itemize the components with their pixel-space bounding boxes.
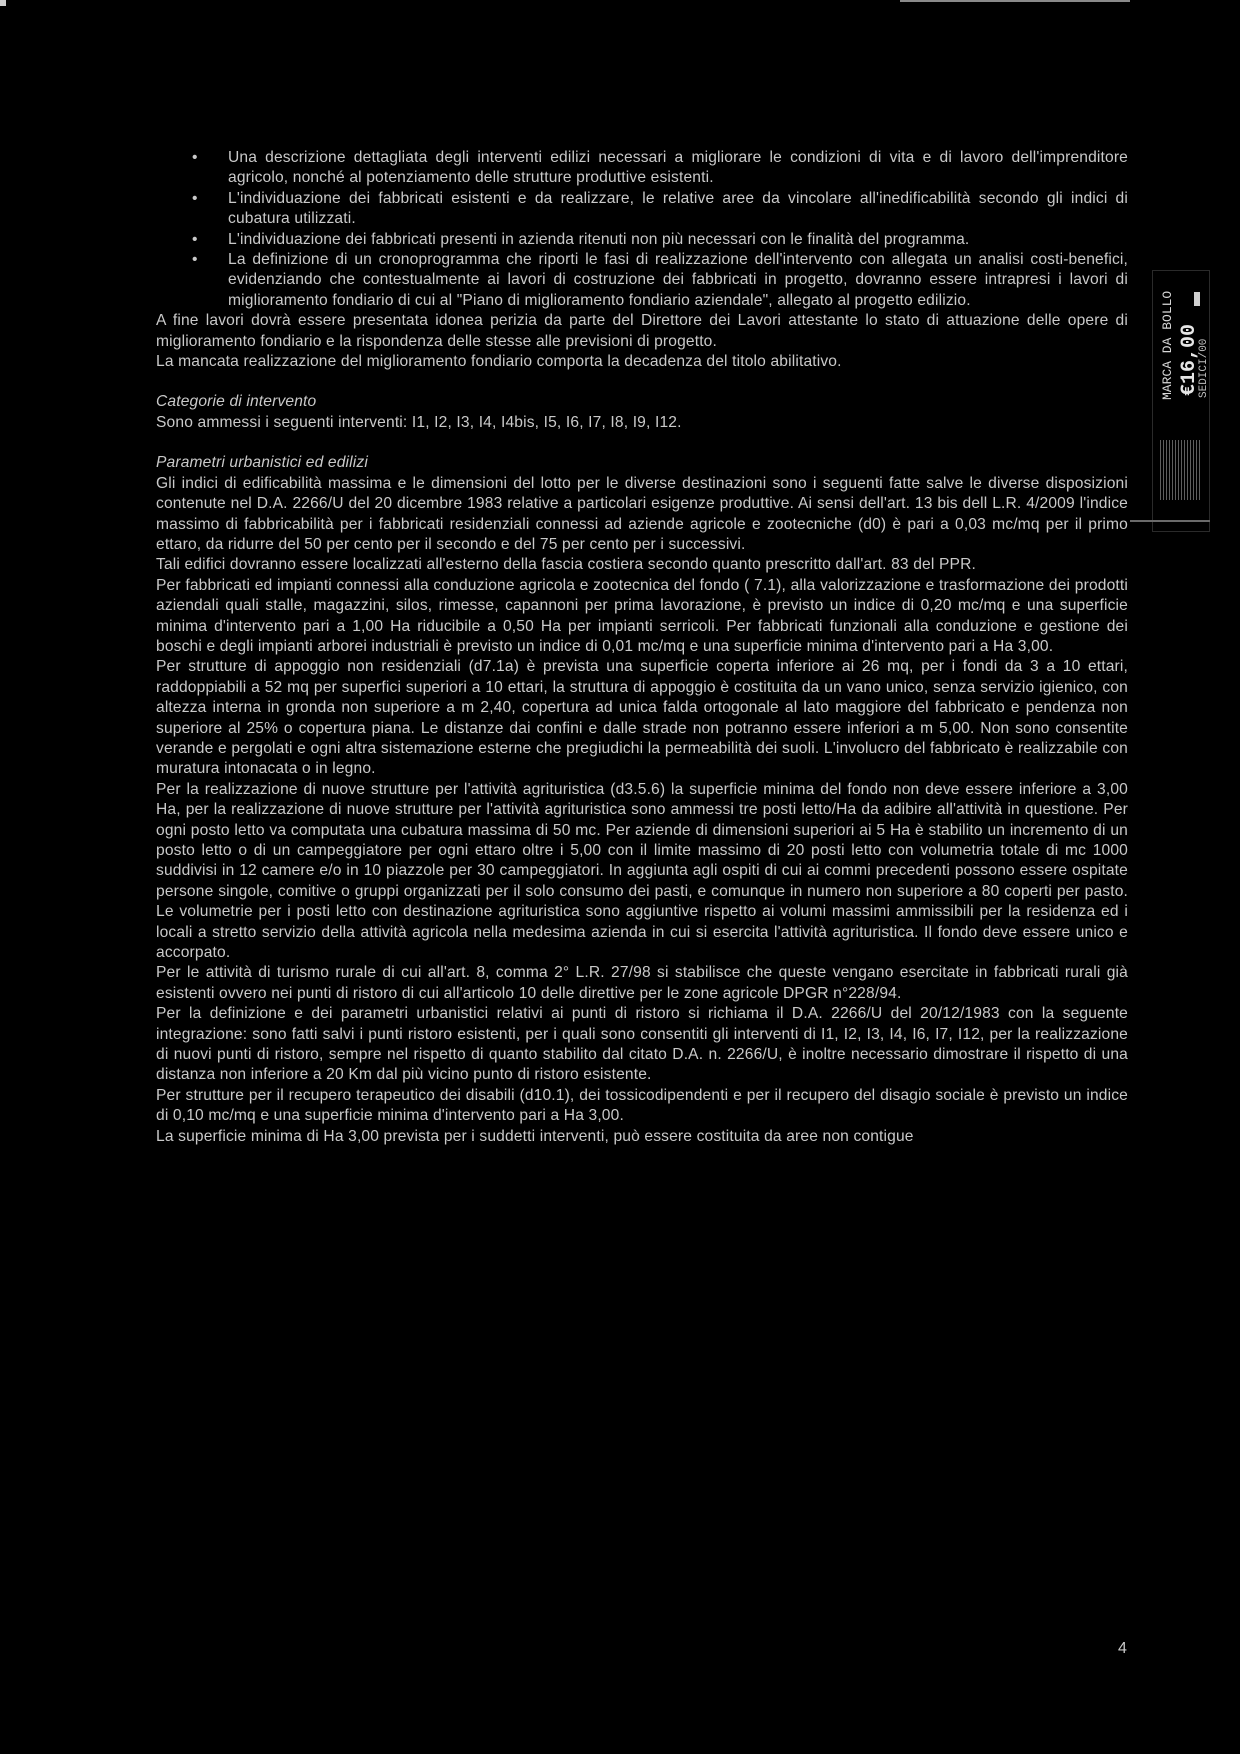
list-item: • L'individuazione dei fabbricati presenti in azienda ritenuti non più necessari con le finalità del programma. (156, 230, 1128, 250)
stamp-mark (1194, 292, 1200, 306)
list-item: • Una descrizione dettagliata degli interventi edilizi necessari a migliorare le condizioni di vita e di lavoro dell'imprenditore agricolo, nonché al potenziamento delle strutture produttive esistenti. (192, 149, 1128, 187)
stamp-code: SEDICI/00 (1198, 338, 1210, 398)
stamp-barcode (1160, 440, 1200, 500)
paragraph-parametri: La superficie minima di Ha 3,00 prevista per i suddetti interventi, può essere costituita da aree non contigue (156, 1127, 914, 1145)
bullet-icon: • (192, 189, 198, 207)
requirements-list (156, 148, 1128, 311)
heading-categorie: Categorie di intervento (156, 393, 317, 411)
scan-artifact (0, 0, 6, 6)
paragraph-decadenza: La mancata realizzazione del miglioramento fondiario comporta la decadenza del titolo abilitativo. (156, 353, 842, 371)
paragraph-categorie: Sono ammessi i seguenti interventi: I1, I2, I3, I4, I4bis, I5, I6, I7, I8, I9, I12. (156, 413, 682, 431)
document-body (156, 148, 1128, 1147)
list-item: • La definizione di un cronoprogramma che riporti le fasi di realizzazione dell'intervento con allegata un analisi costi-benefici, evidenziando che contestualmente ai lavori di costruzione dei fabbricati in progetto, dovranno essere intrapresi i lavori di miglioramento fondiario di cui al "Piano di miglioramento fondiario aziendale", allegato al progetto edilizio. (192, 251, 1128, 309)
paragraph-parametri: Per strutture di appoggio non residenziali (d7.1a) è prevista una superficie coperta inferiore ai 26 mq, per i fondi da 3 a 10 ettari, raddoppiabili a 52 mq per superfici superiori a 10 ettari, la struttura di appoggio è costituita da un vano unico, senza servizio igienico, con altezza interna in gronda non superiore a m 2,40, copertura ad unica falda ortogonale al lato maggiore del fabbricato e pendenza non superiore al 25% o copertura piana. Le distanze dai confini e dalle strade non potranno essere inferiori a m 5,00. Non sono consentite verande e pergolati e ogni altra sistemazione esterne che pregiudichi la permeabilità dei suoli. L'involucro del fabbricato è realizzabile con muratura intonacata o in legno. (156, 658, 1128, 778)
stamp-divider (1130, 520, 1210, 522)
scan-artifact-line (900, 0, 1130, 2)
page-number: 4 (1118, 1640, 1127, 1657)
stamp-value: €16,00 (1178, 323, 1201, 396)
paragraph-fine-lavori: A fine lavori dovrà essere presentata idonea perizia da parte del Direttore dei Lavori attestante lo stato di attuazione delle opere di miglioramento fondiario e la rispondenza delle stesse alle previsioni di progetto. (156, 312, 1128, 350)
paragraph-parametri: Per la definizione e dei parametri urbanistici relativi ai punti di ristoro si richiama il D.A. 2266/U del 20/12/1983 con la seguente integrazione: sono fatti salvi i punti ristoro esistenti, per i quali sono consentiti gli interventi di I1, I2, I3, I4, I6, I7, I12, per la realizzazione di nuovi punti di ristoro, sempre nel rispetto di quanto stabilito dal citato D.A. n. 2266/U, è inoltre necessario dimostrare il rispetto di una distanza non inferiore a 20 Km dal più vicino punto di ristoro esistente. (156, 1005, 1128, 1084)
paragraph-parametri: Tali edifici dovranno essere localizzati all'esterno della fascia costiera secondo quanto prescritto dall'art. 83 del PPR. (156, 556, 976, 574)
paragraph-parametri: Per le attività di turismo rurale di cui all'art. 8, comma 2° L.R. 27/98 si stabilisce che queste vengano esercitate in fabbricati rurali già esistenti ovvero nei punti di ristoro di cui all'articolo 10 delle direttive per le zone agricole DPGR n°228/94. (156, 964, 1128, 1002)
bullet-icon: • (192, 149, 198, 166)
paragraph-parametri: Gli indici di edificabilità massima e le dimensioni del lotto per le diverse destinazioni sono i seguenti fatte salve le diverse disposizioni contenute nel D.A. 2266/U del 20 dicembre 1983 relative a particolari esigenze produttive. Ai sensi dell'art. 13 bis dell L.R. 4/2009 l'indice massimo di fabbricabilità per i fabbricati residenziali connessi ad aziende agricole e zootecniche (d0) è pari a 0,03 mc/mq per il primo ettaro, da ridurre del 50 per cento per il secondo e del 75 per cento per i successivi. (156, 474, 1128, 553)
bullet-icon: • (192, 251, 198, 269)
paragraph-parametri: Per fabbricati ed impianti connessi alla conduzione agricola e zootecnica del fondo ( 7.1), alla valorizzazione e trasformazione dei prodotti aziendali quali stalle, magazzini, silos, rimesse, capannoni per prima lavorazione, è previsto un indice di 0,20 mc/mq e una superficie minima d'intervento pari a 1,00 Ha riducibile a 0,50 Ha per impianti serricoli. Per fabbricati funzionali alla conduzione e gestione dei boschi e degli impianti arborei industriali è previsto un indice di 0,01 mc/mq e una superficie minima d'intervento pari a Ha 3,00. (156, 576, 1128, 655)
bullet-icon: • (192, 230, 198, 248)
paragraph-parametri: Per la realizzazione di nuove strutture per l'attività agrituristica (d3.5.6) la superficie minima del fondo non deve essere inferiore a 3,00 Ha, per la realizzazione di nuove strutture per l'attività agrituristica sono ammessi tre posti letto/Ha da adibire all'attività in questione. Per ogni posto letto va computata una cubatura massima di 50 mc. Per aziende di dimensioni superiori ai 5 Ha è stabilito un incremento di un posto letto o di un campeggiatore per ogni ettaro oltre i 5,00 con il limite massimo di 20 posti letto con volumetria totale di mc 1000 suddivisi in 12 camere e/o in 10 piazzole per 30 campeggiatori. In aggiunta agli ospiti di cui ai commi precedenti possono essere ospitate persone singole, comitive o gruppi organizzati per il solo consumo dei pasti, e comunque in numero non superiore a 80 coperti per pasto. Le volumetrie per i posti letto con destinazione agrituristica sono aggiuntive rispetto ai volumi massimi ammissibili per la residenza ed i locali a stretto servizio della attività agricola nella medesima azienda in cui si esercita l'attività agrituristica. Il fondo deve essere unico e accorpato. (156, 780, 1128, 962)
stamp-label: MARCA DA BOLLO (1160, 290, 1175, 400)
paragraph-parametri: Per strutture per il recupero terapeutico dei disabili (d10.1), dei tossicodipendenti e per il recupero del disagio sociale è previsto un indice di 0,10 mc/mq e una superficie minima d'intervento pari a Ha 3,00. (156, 1086, 1128, 1125)
heading-parametri: Parametri urbanistici ed edilizi (156, 454, 368, 472)
list-item: • L'individuazione dei fabbricati esistenti e da realizzare, le relative aree da vincolare all'inedificabilità secondo gli indici di cubatura utilizzati. (192, 189, 1128, 228)
